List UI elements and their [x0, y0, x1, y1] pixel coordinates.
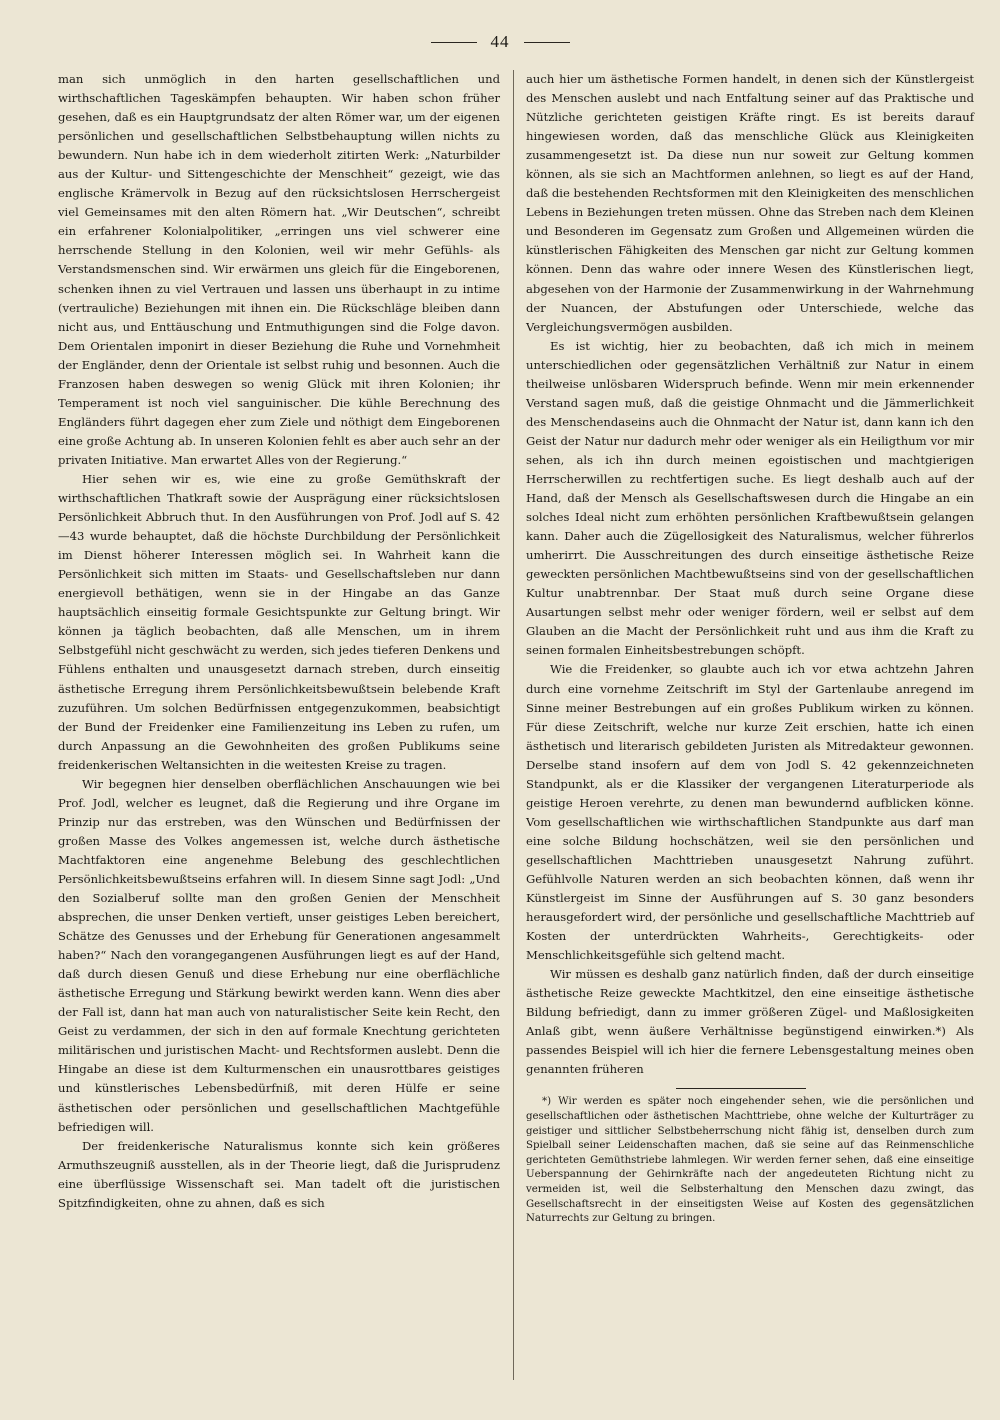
right-column: [526, 70, 974, 1227]
footnote-rule: [676, 1088, 806, 1089]
footnote-text: *) Wir werden es später noch eingehender sehen, wie die persönlichen und gesellschaftlichen oder ästhetischen Machttriebe, ohne welche der Kulturträger zu geistiger und sittlicher Selbstbeherrschung nicht fähig ist, denselben durch zum Spielball seiner Leidenschaften machen, daß sie seine auf das Reinmenschliche gerichteten Gemüthstriebe lahmlegen. Wir werden ferner sehen, daß eine einseitige Ueberspannung der Gehirnkräfte nach der angedeuteten Richtung nicht zu vermeiden ist, weil die Selbsterhaltung den Menschen dazu zwingt, das Gesellschaftsrecht in der einseitigsten Weise auf Kosten des gegensätzlichen Naturrechts zur Geltung zu bringen.: [526, 1096, 974, 1225]
paragraph: man sich unmöglich in den harten gesellschaftlichen und wirthschaftlichen Tageskämpfen behaupten. Wir haben schon früher gesehen, daß es ein Hauptgrundsatz der alten Römer war, um der eigenen persönlichen und gesellschaftlichen Selbstbehauptung willen nichts zu bewundern. Nun habe ich in dem wiederholt zitirten Werk: „Naturbilder aus der Kultur- und Sittengeschichte der Menschheit“ gezeigt, wie das englische Krämervolk in Bezug auf den rücksichtslosen Herrschergeist viel Gemeinsames mit den alten Römern hat. „Wir Deutschen“, schreibt ein erfahrener Kolonialpolitiker, „erringen uns viel schwerer eine herrschende Stellung in den Kolonien, weil wir mehr Gefühls- als Verstandsmenschen sind. Wir erwärmen uns gleich für die Eingeborenen, schenken ihnen zu viel Vertrauen und lassen uns überhaupt in zu intime (vertrauliche) Beziehungen mit ihnen ein. Die Rückschläge bleiben dann nicht aus, und Enttäuschung und Entmuthigungen sind die Folge davon. Dem Orientalen imponirt in dieser Beziehung die Ruhe und Vornehmheit der Engländer, denn der Orientale ist selbst ruhig und besonnen. Auch die Franzosen haben deswegen so wenig Glück mit ihren Kolonien; ihr Temperament ist noch viel sanguinischer. Die kühle Berechnung des Engländers führt dagegen eher zum Ziele und nöthigt dem Eingeborenen eine große Achtung ab. In unseren Kolonien fehlt es aber auch sehr an der privaten Initiative. Man erwartet Alles von der Regierung.“: [58, 72, 500, 467]
header-rule-right: [524, 42, 570, 43]
paragraph: Wir müssen es deshalb ganz natürlich finden, daß der durch einseitige ästhetische Reize geweckte Machtkitzel, den eine einseitige ästhetische Bildung befriedigt, dann zu immer größeren Zügel- und Maßlosigkeiten Anlaß gibt, wenn äußere Verhältnisse begünstigend einwirken.*) Als passendes Beispiel will ich hier die fernere Lebensgestaltung meines oben genannten früheren: [526, 967, 974, 1077]
paragraph: auch hier um ästhetische Formen handelt, in denen sich der Künstlergeist des Menschen auslebt und nach Entfaltung seiner auf das Praktische und Nützliche gerichteten geistigen Kräfte ringt. Es ist bereits darauf hingewiesen worden, daß das menschliche Glück aus Kleinigkeiten zusammengesetzt ist. Da diese nun nur soweit zur Geltung kommen können, als sie sich an Machtformen anlehnen, so liegt es auf der Hand, daß die bestehenden Rechtsformen mit den Kleinigkeiten des menschlichen Lebens in Beziehungen treten müssen. Ohne das Streben nach dem Kleinen und Besonderen im Gegensatz zum Großen und Allgemeinen würden die künstlerischen Fähigkeiten des Menschen gar nicht zur Geltung kommen können. Denn das wahre oder innere Wesen des Künstlerischen liegt, abgesehen von der Harmonie der Zusammenwirkung in der Wahrnehmung der Nuancen, der Abstufungen oder Unterschiede, welche das Vergleichungsvermögen ausbilden.: [526, 72, 974, 334]
header-rule-left: [431, 42, 477, 43]
paragraph: Hier sehen wir es, wie eine zu große Gemüthskraft der wirthschaftlichen Thatkraft sowie der Ausprägung einer rücksichtslosen Persönlichkeit Abbruch thut. In den Ausführungen von Prof. Jodl auf S. 42—43 wurde behauptet, daß die höchste Durchbildung der Persönlichkeit im Dienst höherer Interessen möglich sei. In Wahrheit kann die Persönlichkeit sich mitten im Staats- und Gesellschaftsleben nur dann energievoll bethätigen, wenn sie in der Hingabe an das Ganze hauptsächlich einseitig formale Gesichtspunkte zur Geltung bringt. Wir können ja täglich beobachten, daß alle Menschen, um in ihrem Selbstgefühl nicht geschwächt zu werden, sich jedes tieferen Denkens und Fühlens enthalten und unausgesetzt darnach streben, durch einseitig ästhetische Erregung ihrem Persönlichkeitsbewußtsein belebende Kraft zuzuführen. Um solchen Bedürfnissen entgegenzukommen, beabsichtigt der Bund der Freidenker eine Familienzeitung ins Leben zu rufen, um durch Anpassung an die Gewohnheiten des großen Publikums seine freidenkerischen Weltansichten in die weitesten Kreise zu tragen.: [58, 471, 500, 772]
paragraph: Es ist wichtig, hier zu beobachten, daß ich mich in meinem unterschiedlichen oder gegensätzlichen Verhältniß zur Natur in einem theilweise unlösbaren Widerspruch befinde. Wenn mir mein erkennender Verstand sagen muß, daß die geistige Ohnmacht und die Jämmerlichkeit des Menschendaseins auch die Ohnmacht der Natur ist, dann kann ich den Geist der Natur nur dadurch mehr oder weniger als ein Heiligthum vor mir sehen, als ich ihn durch meinen egoistischen und machtgierigen Herrscherwillen zu rechtfertigen suche. Es liegt deshalb auch auf der Hand, daß der Mensch als Gesellschaftswesen durch die Hingabe an ein solches Ideal nicht zum erhöhten persönlichen Kraftbewußtsein gelangen kann. Daher auch die Zügellosigkeit des Naturalismus, welcher führerlos umherirrt. Die Ausschreitungen des durch einseitige ästhetische Reize geweckten persönlichen Machtbewußtseins sind von der gesellschaftlichen Kultur unabtrennbar. Der Staat muß durch seine Organe diese Ausartungen selbst mehr oder weniger fördern, weil er selbst auf dem Glauben an die Macht der Persönlichkeit ruht und aus ihm die Kraft zu seinen formalen Einheitsbestrebungen schöpft.: [526, 338, 974, 658]
footnote: [526, 1095, 974, 1226]
page-header: [0, 30, 1000, 54]
paragraph: Der freidenkerische Naturalismus konnte sich kein größeres Armuthszeugniß ausstellen, als in der Theorie liegt, daß die Jurisprudenz eine überflüssige Wissenschaft sei. Man tadelt oft die juristischen Spitzfindigkeiten, ohne zu ahnen, daß es sich: [58, 1138, 500, 1210]
page-number: 44: [490, 32, 510, 51]
left-column: [58, 70, 500, 1213]
paragraph: Wie die Freidenker, so glaubte auch ich vor etwa achtzehn Jahren durch eine vornehme Zeitschrift im Styl der Gartenlaube anregend im Sinne meiner Bestrebungen auf ein großes Publikum wirken zu können. Für diese Zeitschrift, welche nur kurze Zeit erschien, hatte ich einen ästhetisch und literarisch gebildeten Juristen als Mitredakteur gewonnen. Derselbe stand insofern auf dem von Jodl S. 42 gekennzeichneten Standpunkt, als er die Klassiker der vergangenen Literaturperiode als geistige Heroen verehrte, zu denen man bewundernd aufblicken könne. Vom gesellschaftlichen wie wirthschaftlichen Standpunkte aus darf man eine solche Bildung hochschätzen, weil sie den persönlichen und gesellschaftlichen Machttrieben unausgesetzt Nahrung zuführt. Gefühlvolle Naturen werden an sich beobachten können, daß wenn ihr Künstlergeist im Sinne der Ausführungen auf S. 30 ganz besonders herausgefordert wird, der persönliche und gesellschaftliche Machttrieb auf Kosten der unterdrückten Wahrheits-, Gerechtigkeits- oder Menschlichkeitsgefühle sich geltend macht.: [526, 662, 974, 963]
paragraph: Wir begegnen hier denselben oberflächlichen Anschauungen wie bei Prof. Jodl, welcher es leugnet, daß die Regierung und ihre Organe im Prinzip nur das erstreben, was den Wünschen und Bedürfnissen der großen Masse des Volkes angemessen ist, welche durch ästhetische Machtfaktoren eine angenehme Belebung des geschlechtlichen Persönlichkeitsbewußtseins erfahren will. In diesem Sinne sagt Jodl: „Und den Sozialberuf sollte man den großen Genien der Menschheit absprechen, die unser Denken vertieft, unser geistiges Leben bereichert, Schätze des Genusses und der Erhebung für Generationen angesammelt haben?“ Nach den vorangegangenen Ausführungen liegt es auf der Hand, daß durch diesen Genuß und diese Erhebung nur eine oberflächliche ästhetische Erregung und Stärkung bewirkt werden kann. Wenn dies aber der Fall ist, dann hat man auch von naturalistischer Seite kein Recht, den Geist zu verdammen, der sich in den auf formale Knechtung gerichteten militärischen und juristischen Macht- und Rechtsformen auslebt. Denn die Hingabe an diese ist dem Kulturmenschen ein unausrottbares geistiges und künstlerisches Lebensbedürfniß, mit deren Hülfe er seine ästhetischen oder persönlichen und gesellschaftlichen Machtgefühle befriedigen will.: [58, 776, 500, 1134]
column-divider: [513, 70, 514, 1380]
